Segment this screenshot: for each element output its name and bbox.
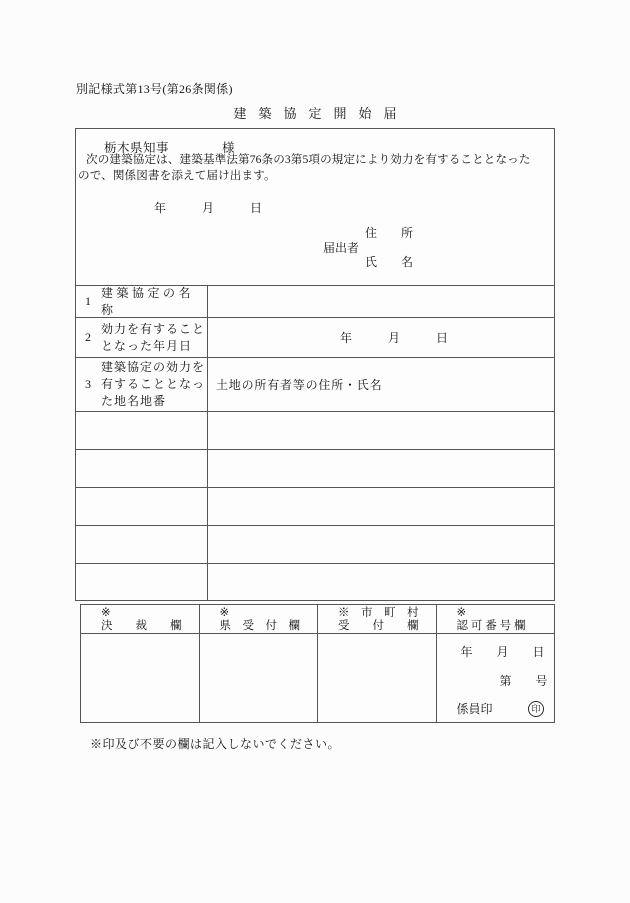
row-value-cell [208,526,554,563]
column-body-cell [437,634,555,722]
column-header-label: 認 可 番 号 欄 [456,620,526,632]
row-number: 2 [85,330,91,344]
seal-stamp-icon: 印 [528,701,544,717]
column-body-cell [318,634,436,722]
table-row-empty [76,412,554,450]
main-table [75,128,555,601]
column-body-cell [200,634,318,722]
body-text-line1: 次の建築協定は、建築基準法第76条の3第5項の規定により効力を有することとなった [86,153,531,166]
column-header-mark: ※ [101,607,111,619]
declarant-label: 届出者 [323,240,360,255]
row-value-cell: 年 月 日 [340,331,449,345]
body-text-line2: ので、関係図書を添えて届け出ます。 [78,169,276,182]
row-label-line: 有することとなっ [101,377,206,391]
declarant-block [323,224,413,270]
addressee-label: 栃木県知事 [104,141,170,155]
form-number: 別記様式第13号(第26条関係) [76,82,233,96]
approval-table [80,604,555,723]
column-body-cell [81,634,199,722]
header-cell [76,129,554,286]
row-label-cell [76,358,208,411]
row-label-cell [76,450,208,487]
column-header [81,605,199,634]
column-header-mark: ※ 市 町 村 [338,607,419,619]
row-label-cell [76,488,208,525]
row-label-cell [76,564,208,600]
staff-seal-line [457,700,545,717]
table-row-effective-date [76,318,554,358]
row-label-line: 建築協定の効力を [101,360,206,374]
row-label-line: た地名地番 [101,394,167,408]
approval-column-kessai [81,605,200,722]
column-header-label: 受 付 欄 [338,620,419,632]
row-number: 3 [85,377,91,391]
footnote: ※印及び不要の欄は記入しないでください。 [90,737,341,751]
staff-seal-label: 係員印 [456,702,493,716]
table-row-empty [76,564,554,600]
table-row-empty [76,526,554,564]
row-label-cell [76,318,208,357]
row-label-line: 効力を有すること [101,321,206,336]
approval-number-line: 第 号 [499,674,548,688]
name-label: 氏 名 [365,255,414,269]
row-value-cell [208,488,554,525]
row-label-line: となった年月日 [101,338,193,353]
table-row-empty [76,488,554,526]
column-header-label: 決 裁 欄 [101,620,182,632]
submission-date-line: 年 月 日 [154,201,263,215]
row-value-cell [208,564,554,600]
row-label-cell [76,412,208,449]
page-title: 建築協定開始届 [233,106,409,121]
approval-column-ken-uketsuke [200,605,319,722]
approval-date-line: 年 月 日 [460,645,545,659]
honorific-label: 様 [222,141,236,155]
column-header-mark: ※ [456,607,467,619]
column-header [200,605,318,634]
approval-column-shichoson-uketsuke [318,605,437,722]
row-value-cell [208,286,554,317]
table-row-agreement-name [76,286,554,318]
column-header-mark: ※ [219,607,230,619]
row-value-cell [208,450,554,487]
column-header [318,605,436,634]
table-row-land-lot [76,358,554,412]
column-header [437,605,555,634]
row-label: 建築協定の名称 [101,285,195,317]
row-value-cell: 土地の所有者等の住所・氏名 [216,378,383,392]
column-header-label: 県 受 付 欄 [219,620,300,632]
row-label-cell [76,526,208,563]
address-label: 住 所 [365,226,414,240]
row-number: 1 [85,294,91,308]
row-value-cell [208,412,554,449]
row-label-cell [76,286,208,317]
approval-column-ninka-bango [437,605,555,722]
table-row-empty [76,450,554,488]
